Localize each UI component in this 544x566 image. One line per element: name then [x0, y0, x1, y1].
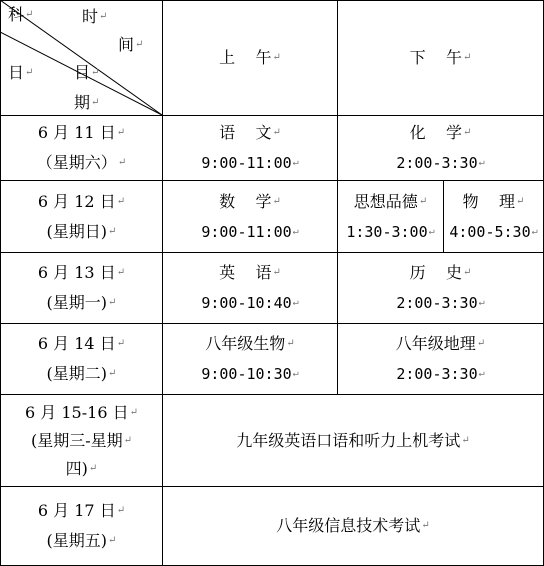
header-afternoon: 下 午↵ — [409, 48, 472, 67]
row4-pm-time: 2:00-3:30↵ — [396, 365, 485, 383]
paragraph-mark-icon: ↵ — [428, 225, 435, 237]
paragraph-mark-icon: ↵ — [116, 127, 126, 138]
row6-weekday: (星期五)↵ — [46, 531, 117, 550]
paragraph-mark-icon: ↵ — [129, 406, 138, 418]
row5-date: 6 月 15-16 日↵ — [25, 402, 138, 422]
row3-weekday: (星期一)↵ — [46, 293, 117, 312]
row1-pm-cell — [338, 116, 543, 180]
row1-pm-subject: 化 学↵ — [409, 123, 472, 142]
paragraph-mark-icon: ↵ — [272, 127, 281, 138]
paragraph-mark-icon: ↵ — [272, 52, 281, 63]
row6-full-cell — [163, 487, 543, 565]
row6-date-cell — [1, 487, 162, 565]
paragraph-mark-icon: ↵ — [135, 39, 144, 50]
row4-pm-subject: 八年级地理↵ — [395, 334, 486, 353]
paragraph-mark-icon: ↵ — [531, 225, 538, 237]
row3-am-cell — [163, 253, 337, 323]
row2-date-cell — [1, 181, 162, 252]
paragraph-mark-icon: ↵ — [25, 67, 34, 78]
row2-pm2-cell — [444, 181, 543, 252]
header-morning: 上 午↵ — [219, 48, 281, 67]
row2-pm2-time: 4:00-5:30↵ — [449, 222, 538, 241]
row5-exam: 九年级英语口语和听力上机考试↵ — [236, 430, 470, 450]
paragraph-mark-icon: ↵ — [99, 11, 108, 22]
row1-pm-time: 2:00-3:30↵ — [396, 154, 485, 172]
row6-exam: 八年级信息技术考试↵ — [276, 516, 430, 535]
corner-subject-label: 科↵ — [8, 5, 34, 24]
paragraph-mark-icon: ↵ — [478, 368, 485, 379]
row3-pm-subject: 历 史↵ — [409, 263, 472, 282]
paragraph-mark-icon: ↵ — [91, 67, 100, 78]
row1-am-subject: 语 文↵ — [219, 123, 281, 142]
paragraph-mark-icon: ↵ — [421, 520, 430, 531]
row1-date-cell — [1, 116, 162, 180]
paragraph-mark-icon: ↵ — [116, 505, 126, 516]
row3-date: 6 月 13 日↵ — [37, 263, 126, 282]
row3-pm-time: 2:00-3:30↵ — [396, 294, 485, 312]
paragraph-mark-icon: ↵ — [515, 195, 525, 207]
paragraph-mark-icon: ↵ — [117, 157, 127, 168]
paragraph-mark-icon: ↵ — [108, 535, 117, 546]
paragraph-mark-icon: ↵ — [272, 195, 281, 207]
row2-pm2-subject: 物 理↵ — [462, 191, 525, 211]
row4-pm-cell — [338, 324, 543, 394]
paragraph-mark-icon: ↵ — [462, 127, 472, 138]
paragraph-mark-icon: ↵ — [462, 52, 472, 63]
paragraph-mark-icon: ↵ — [478, 157, 485, 168]
row5-date-cell — [1, 395, 162, 486]
row2-am-cell — [163, 181, 337, 252]
paragraph-mark-icon: ↵ — [478, 297, 485, 308]
row4-am-subject: 八年级生物↵ — [205, 334, 295, 353]
row4-date-cell — [1, 324, 162, 394]
row2-pm1-cell — [338, 181, 443, 252]
paragraph-mark-icon: ↵ — [108, 297, 117, 308]
paragraph-mark-icon: ↵ — [116, 338, 126, 349]
paragraph-mark-icon: ↵ — [91, 97, 100, 108]
corner-item-label: 目↵ — [74, 63, 100, 82]
row4-weekday: (星期二)↵ — [46, 364, 117, 383]
paragraph-mark-icon: ↵ — [123, 434, 133, 446]
row2-pm1-time: 1:30-3:00↵ — [346, 222, 435, 241]
row3-am-subject: 英 语↵ — [219, 263, 281, 282]
paragraph-mark-icon: ↵ — [292, 225, 299, 237]
corner-period-label: 期↵ — [74, 93, 100, 112]
paragraph-mark-icon: ↵ — [108, 225, 117, 237]
row1-am-cell — [163, 116, 337, 180]
row1-am-time: 9:00-11:00↵ — [201, 154, 299, 172]
corner-time-label-2: 间↵ — [118, 35, 144, 54]
paragraph-mark-icon: ↵ — [418, 195, 428, 207]
paragraph-mark-icon: ↵ — [108, 368, 117, 379]
paragraph-mark-icon: ↵ — [116, 267, 126, 278]
row5-weekday: (星期三-星期↵ — [30, 430, 133, 450]
paragraph-mark-icon: ↵ — [286, 338, 295, 349]
paragraph-mark-icon: ↵ — [292, 368, 299, 379]
row1-weekday: （星期六）↵ — [36, 153, 127, 172]
corner-date-label: 日↵ — [8, 63, 34, 82]
row2-date: 6 月 12 日↵ — [37, 191, 126, 211]
row3-pm-cell — [338, 253, 543, 323]
row2-pm1-subject: 思想品德↵ — [353, 191, 428, 211]
paragraph-mark-icon: ↵ — [25, 9, 34, 20]
row1-date: 6 月 11 日↵ — [37, 123, 126, 142]
paragraph-mark-icon: ↵ — [292, 297, 299, 308]
row5-full-cell — [163, 395, 543, 486]
paragraph-mark-icon: ↵ — [272, 267, 281, 278]
row2-am-subject: 数 学↵ — [219, 191, 281, 211]
row3-am-time: 9:00-10:40↵ — [201, 294, 299, 312]
row4-date: 6 月 14 日↵ — [37, 334, 126, 353]
paragraph-mark-icon: ↵ — [292, 157, 299, 168]
row2-am-time: 9:00-11:00↵ — [201, 222, 299, 241]
row3-date-cell — [1, 253, 162, 323]
paragraph-mark-icon: ↵ — [462, 267, 472, 278]
paragraph-mark-icon: ↵ — [476, 338, 486, 349]
row4-am-time: 9:00-10:30↵ — [201, 365, 299, 383]
row6-date: 6 月 17 日↵ — [37, 501, 126, 520]
corner-time-label-1: 时↵ — [82, 7, 108, 26]
row5-weekday-cont: 四)↵ — [65, 458, 98, 478]
row4-am-cell — [163, 324, 337, 394]
paragraph-mark-icon: ↵ — [88, 462, 98, 474]
paragraph-mark-icon: ↵ — [461, 434, 470, 446]
row2-weekday: (星期日)↵ — [46, 221, 117, 241]
paragraph-mark-icon: ↵ — [116, 195, 126, 207]
